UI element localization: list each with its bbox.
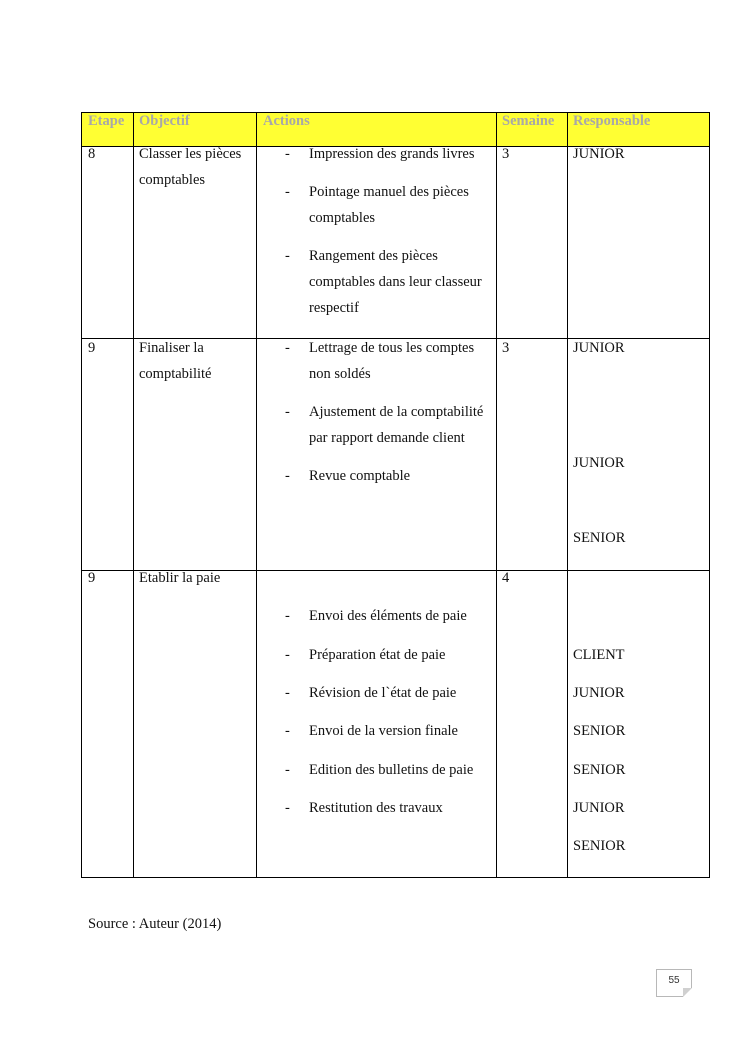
row3-responsable: JUNIOR — [573, 800, 625, 816]
bullet-dash: - — [285, 647, 290, 663]
page-number-box — [656, 969, 692, 997]
bullet-dash: - — [285, 608, 290, 624]
row3-semaine: 4 — [502, 570, 510, 586]
column-divider — [567, 113, 568, 877]
row3-action-line: Restitution des travaux — [309, 800, 443, 816]
row2-action-line: Ajustement de la comptabilité — [309, 404, 484, 420]
bullet-dash: - — [285, 723, 290, 739]
bullet-dash: - — [285, 685, 290, 701]
row2-action-line: Lettrage de tous les comptes — [309, 340, 475, 356]
column-divider — [133, 113, 134, 877]
row1-semaine: 3 — [502, 146, 510, 162]
row2-responsable: JUNIOR — [573, 455, 625, 471]
row1-action-line: comptables dans leur classeur — [309, 274, 482, 290]
bullet-dash: - — [285, 248, 290, 264]
bullet-dash: - — [285, 800, 290, 816]
row3-action-line: Révision de l`état de paie — [309, 685, 457, 701]
bullet-dash: - — [285, 340, 290, 356]
row2-responsable: JUNIOR — [573, 340, 625, 356]
header-semaine: Semaine — [502, 113, 555, 129]
bullet-dash: - — [285, 762, 290, 778]
row1-action-line: Pointage manuel des pièces — [309, 184, 469, 200]
row1-responsable: JUNIOR — [573, 146, 625, 162]
bullet-dash: - — [285, 404, 290, 420]
row2-action-line: Revue comptable — [309, 468, 411, 484]
column-divider — [256, 113, 257, 877]
row3-etape: 9 — [88, 570, 96, 586]
row2-action-line: par rapport demande client — [309, 430, 465, 446]
row3-responsable: JUNIOR — [573, 685, 625, 701]
row1-objectif-line: Classer les pièces — [139, 146, 242, 162]
bullet-dash: - — [285, 184, 290, 200]
row2-semaine: 3 — [502, 340, 510, 356]
row3-responsable: SENIOR — [573, 723, 626, 739]
row1-etape: 8 — [88, 146, 96, 162]
bullet-dash: - — [285, 468, 290, 484]
row1-action-line: Impression des grands livres — [309, 146, 475, 162]
row3-action-line: Envoi des éléments de paie — [309, 608, 467, 624]
header-actions: Actions — [263, 113, 310, 129]
planning-table — [81, 112, 710, 878]
row2-objectif-line: comptabilité — [139, 366, 212, 382]
page-number: 55 — [668, 975, 680, 986]
row2-etape: 9 — [88, 340, 96, 356]
row3-action-line: Edition des bulletins de paie — [309, 762, 474, 778]
page-curl-icon — [683, 988, 692, 997]
row3-responsable: CLIENT — [573, 647, 625, 663]
row1-action-line: respectif — [309, 300, 359, 316]
header-responsable: Responsable — [573, 113, 651, 129]
header-objectif: Objectif — [139, 113, 190, 129]
column-divider — [496, 113, 497, 877]
row3-action-line: Envoi de la version finale — [309, 723, 458, 739]
source-caption: Source : Auteur (2014) — [88, 916, 222, 932]
header-etape: Etape — [88, 113, 125, 129]
bullet-dash: - — [285, 146, 290, 162]
row1-action-line: Rangement des pièces — [309, 248, 438, 264]
row3-objectif-line: Etablir la paie — [139, 570, 221, 586]
row3-action-line: Préparation état de paie — [309, 647, 446, 663]
row1-action-line: comptables — [309, 210, 376, 226]
row3-responsable: SENIOR — [573, 762, 626, 778]
row2-action-line: non soldés — [309, 366, 371, 382]
row3-responsable: SENIOR — [573, 838, 626, 854]
row2-responsable: SENIOR — [573, 530, 626, 546]
row1-objectif-line: comptables — [139, 172, 206, 188]
row2-objectif-line: Finaliser la — [139, 340, 204, 356]
